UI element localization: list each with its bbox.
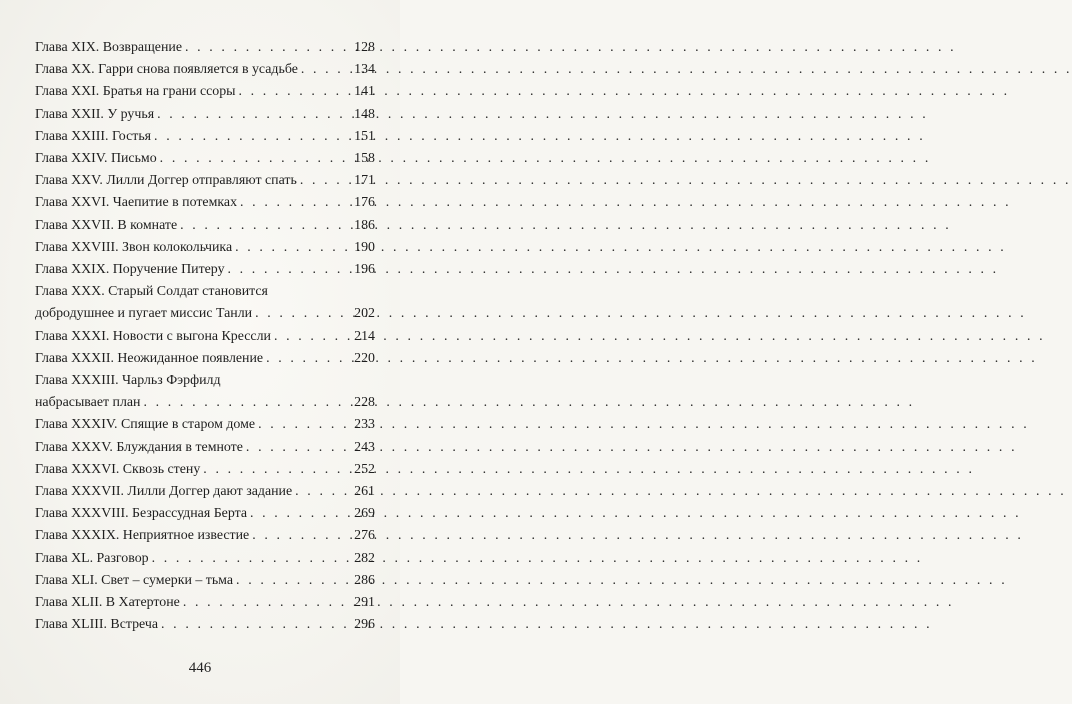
toc-entry xyxy=(35,259,375,281)
toc-entry-page: 269 xyxy=(354,506,375,522)
toc-entry-page: 220 xyxy=(354,350,375,366)
toc-entry xyxy=(35,81,375,103)
dot-leader xyxy=(183,592,351,614)
dot-leader xyxy=(300,170,351,192)
toc-entry-page: 286 xyxy=(354,572,375,588)
toc-entry-page: 243 xyxy=(354,439,375,455)
toc-entry-page: 158 xyxy=(354,151,375,167)
toc-entry xyxy=(35,59,375,81)
toc-entry xyxy=(35,215,375,237)
toc-entry xyxy=(35,104,375,126)
toc-entry-page: 261 xyxy=(354,484,375,500)
toc-entry xyxy=(35,614,375,636)
toc-entry-page: 186 xyxy=(354,217,375,233)
toc-entry-title-line1: Глава XXX. Старый Солдат становится xyxy=(35,284,268,300)
dot-leader xyxy=(235,237,351,259)
toc-entry xyxy=(35,370,375,414)
toc-entry xyxy=(35,503,375,525)
dot-leader xyxy=(240,192,351,214)
toc-entry xyxy=(35,192,375,214)
toc-entry xyxy=(35,326,375,348)
toc-entry-page: 176 xyxy=(354,195,375,211)
toc-entry-title: Глава XXV. Лилли Доггер отправляют спать xyxy=(35,173,297,189)
toc-entry xyxy=(35,481,375,503)
toc-entry xyxy=(35,237,375,259)
toc-entry-title: Глава XXXI. Новости с выгона Крессли xyxy=(35,328,271,344)
toc-entry-title-line2: добродушнее и пугает миссис Танли xyxy=(35,306,253,322)
toc-entry-title: Глава XLII. В Хатертоне xyxy=(35,595,180,611)
toc-entry-page: 296 xyxy=(354,617,375,633)
dot-leader xyxy=(152,548,352,570)
toc-entry-title: Глава XXXIV. Спящие в старом доме xyxy=(35,417,256,433)
toc-entry xyxy=(35,459,375,481)
dot-leader xyxy=(161,614,351,636)
toc-entry-page: 148 xyxy=(354,106,375,122)
toc-entry xyxy=(35,525,375,547)
dot-leader xyxy=(252,525,351,547)
toc-entry-title: Глава XLIII. Встреча xyxy=(35,617,159,633)
toc-entry-page: 228 xyxy=(354,395,375,411)
toc-entry-page: 252 xyxy=(354,461,375,477)
dot-leader xyxy=(160,148,351,170)
dot-leader xyxy=(250,503,351,525)
toc-entry-title: Глава XXXV. Блуждания в темноте xyxy=(35,439,243,455)
table-of-contents xyxy=(35,37,375,636)
toc-entry-title: Глава XIX. Возвращение xyxy=(35,40,182,55)
toc-entry xyxy=(35,126,375,148)
dot-leader xyxy=(154,126,351,148)
dot-leader xyxy=(236,570,351,592)
toc-entry-title: Глава XLI. Свет – сумерки – тьма xyxy=(35,572,234,588)
toc-entry-title: Глава XXI. Братья на грани ссоры xyxy=(35,84,236,100)
dot-leader xyxy=(295,481,351,503)
toc-entry xyxy=(35,281,375,325)
toc-entry-page: 141 xyxy=(354,84,375,100)
toc-entry-page: 233 xyxy=(354,417,375,433)
toc-entry xyxy=(35,437,375,459)
toc-entry-title: Глава XXXVIII. Безрассудная Берта xyxy=(35,506,248,522)
toc-entry-title: Глава XXXIX. Неприятное известие xyxy=(35,528,250,544)
toc-entry-title: Глава XXVI. Чаепитие в потемках xyxy=(35,195,238,211)
toc-entry-title: Глава XXII. У ручья xyxy=(35,106,155,122)
toc-entry-page: 151 xyxy=(354,128,375,144)
page-number: 446 xyxy=(188,660,212,676)
toc-entry xyxy=(35,548,375,570)
toc-entry-page: 134 xyxy=(354,62,375,78)
book-page xyxy=(0,0,400,704)
toc-entry-title: Глава XXXVII. Лилли Доггер дают задание xyxy=(35,484,293,500)
dot-leader xyxy=(239,81,352,103)
dot-leader xyxy=(157,104,351,126)
toc-entry xyxy=(35,37,375,59)
toc-entry-title: Глава XXXVI. Сквозь стену xyxy=(35,461,201,477)
dot-leader xyxy=(228,259,352,281)
toc-entry-page: 196 xyxy=(354,262,375,278)
toc-entry-page: 291 xyxy=(354,595,375,611)
toc-entry-page: 190 xyxy=(354,239,375,255)
toc-entry-title: Глава XXXII. Неожиданное появление xyxy=(35,350,264,366)
dot-leader xyxy=(246,437,351,459)
dot-leader xyxy=(301,59,351,81)
toc-entry-title: Глава XXIII. Гостья xyxy=(35,128,152,144)
toc-entry xyxy=(35,148,375,170)
toc-entry xyxy=(35,170,375,192)
toc-entry-title-line2: набрасывает план xyxy=(35,395,141,411)
dot-leader xyxy=(180,215,351,237)
toc-entry-title: Глава XXIX. Поручение Питеру xyxy=(35,262,225,278)
toc-entry xyxy=(35,570,375,592)
dot-leader xyxy=(274,326,351,348)
dot-leader xyxy=(255,303,351,325)
toc-entry xyxy=(35,348,375,370)
toc-entry-page: 202 xyxy=(354,306,375,322)
toc-entry-title: Глава XL. Разговор xyxy=(35,550,149,566)
toc-entry-title: Глава XX. Гарри снова появляется в усадьбе xyxy=(35,62,298,78)
dot-leader xyxy=(258,414,351,436)
toc-entry xyxy=(35,414,375,436)
toc-entry-title: Глава XXIV. Письмо xyxy=(35,151,157,167)
toc-entry-page: 214 xyxy=(354,328,375,344)
dot-leader xyxy=(266,348,351,370)
toc-entry-page: 276 xyxy=(354,528,375,544)
dot-leader xyxy=(185,37,351,59)
dot-leader xyxy=(144,392,352,414)
toc-entry-title-line1: Глава XXXIII. Чарльз Фэрфилд xyxy=(35,373,221,389)
toc-entry-page: 128 xyxy=(354,40,375,55)
toc-entry-title: Глава XXVIII. Звон колокольчика xyxy=(35,239,233,255)
toc-entry-title: Глава XXVII. В комнате xyxy=(35,217,178,233)
toc-entry-page: 282 xyxy=(354,550,375,566)
toc-entry xyxy=(35,592,375,614)
dot-leader xyxy=(203,459,351,481)
toc-entry-page: 171 xyxy=(354,173,375,189)
